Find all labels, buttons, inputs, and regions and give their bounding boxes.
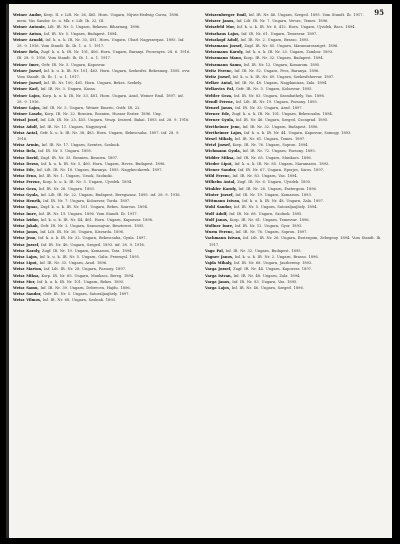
entry-details: Inf. IR. Nr. 33. Ungarn, Arad. 1896.: [39, 261, 108, 266]
entry-details: Inf. IR. Nr. 5. Ungarn, Budapest. 1894.: [43, 31, 118, 36]
entry-details: Inf. IR. Nr. 5. Ungarn, Weiner Emeric, Ostfr. IR. 22.: [42, 106, 141, 111]
entry-details: Inf. k. u. k. IR. Nr. 5, 460. Horn. Ungarn, Heves. Budapest. 1896.: [40, 161, 166, 166]
entry-name: Weiszl Josef,: [13, 118, 39, 123]
entry-details: Zugf. IR. Nr. 6. Ungarn, Ujvidek. 1895.: [237, 180, 312, 185]
entry-name: Weisz Geza,: [13, 186, 38, 191]
entry-name: Weiszenberger Emil,: [205, 13, 248, 17]
entry-details: Inf. Lilt. IR. Nr. 19. Ungarn, Pozsony. 1893.: [235, 99, 318, 104]
entry-name: Wiener Sandor,: [205, 168, 237, 173]
entry-name: Weiszkopf Adolf,: [205, 37, 239, 42]
entry-details: Inf. k. u. k. IR. Nr. 32. Ungarn, Bekescsaba, Gyula. 1897.: [38, 236, 147, 241]
entry-details: Korp. IR. Nr. 32. Ungarn, Budapest. 1894.: [243, 56, 324, 61]
entry-name: Weiszmann Karoly,: [205, 50, 244, 55]
entry-details: Korp. IR. Nr. 22. Bosnien, Bosnien, Huszar Eszter. 1896. Ung.: [44, 112, 162, 117]
list-entry: [13, 49, 191, 61]
entry-details: Inf. IR. Nr. 39. Ungarn, Debrecen, Hajdu. 1896.: [40, 285, 131, 290]
entry-name: Weiner Lajos,: [13, 106, 41, 111]
entry-details: Kerp. II. r. Lilt. Nr. 26, 465. Horn. Ungarn, Nijwis-Hedwig Corea, 1896. mem. Vas Sandor. Ie. u. Mk. r. Lilt. Ib. 22. III.: [17, 13, 180, 24]
entry-details: Inf. IR. Nr. 52. Ungarn, Pecs, Baranya. 1896.: [234, 68, 320, 73]
list-entry: [13, 117, 191, 123]
entry-details: Inf. IR. Nr. 100, 461. Horn. Ungarn, Bekes. Szekely.: [43, 81, 142, 86]
entry-details: Korp. IR. Nr. 76. Ungarn, Sopron. 1894.: [232, 143, 309, 148]
entry-name: Weisz Jakab,: [13, 223, 39, 228]
entry-name: Weisz Jozsef,: [13, 242, 40, 247]
entry-name: Weisz Izidor,: [13, 217, 40, 222]
entry-name: Weisz Marton,: [13, 267, 43, 272]
list-entry: [13, 68, 191, 80]
entry-details: Inf. Lilt. IR. Nr. 7. Ungarn, Versec, Temes. 1896.: [236, 19, 329, 24]
entry-details: Inf. IR. Nr. 68. Ungarn, Jaszbereny. 1893.: [233, 261, 313, 266]
entry-name: Weiszmann Samu,: [205, 62, 243, 67]
entry-name: Weisz Gyula,: [13, 192, 39, 197]
entry-details: Korp. k. u. k. IR. Nr. 5. Ungarn, Ujvidek. 1894.: [42, 180, 133, 185]
entry-details: Inf. k. u. k. IR. Nr. 23. Ungarn, Zombor. 1893.: [245, 50, 334, 55]
entry-name: Winkler Karoly,: [205, 186, 237, 191]
entry-name: Weisz Jeno,: [13, 236, 37, 241]
entry-name: Winter Jozsef,: [205, 192, 234, 197]
entry-details: Inf. IR. Nr. 32. Ungarn, Budapest. 1896.: [242, 124, 319, 129]
entry-name: Vachmann Istvan,: [205, 236, 242, 241]
entry-details: Inf. IR. Nr. 76. Ungarn, Sopron. 1897.: [235, 230, 308, 235]
list-entry: [13, 12, 191, 24]
entry-name: Weiner Bela,: [13, 50, 40, 55]
entry-details: Inf. IR. Nr. 46. Ungarn, Szeged. 1895. Vom Standt. Ib. 1917.: [248, 13, 364, 17]
entry-details: Inf. IR. Nr. 61. Ungarn, Temesvar. 1897.: [241, 31, 318, 36]
entry-name: Weisz Lipot,: [13, 261, 38, 266]
entry-details: Inf. IR. Nr. 19. Ungarn, Komarom. 1893.: [235, 192, 312, 197]
entry-name: Weiner Andor,: [13, 13, 43, 17]
list-entry: [13, 93, 191, 105]
entry-details: Inf. IR. Nr. 68. Ungarn, Szolnok. 1893.: [42, 298, 117, 303]
entry-name: Wetzl Jozsef,: [205, 143, 232, 148]
entry-name: Weisz Mor,: [13, 279, 36, 284]
entry-name: Weisz Vilmos,: [13, 298, 42, 303]
entry-details: Zugf. IR. Nr. 35. Bosnien, Bosnien. 1897.: [40, 155, 119, 160]
entry-details: Inf. IR. Nr. 19. Ungarn. 1896. Vom Standt. Ib. 1917.: [38, 211, 138, 216]
entry-name: Wendl Ferenc,: [205, 99, 235, 104]
entry-details: Gefr. k. u. k. IR. Nr. 38, 483. Horn. Ungarn, Bekescsaba. 1897. inf. 28. 9. 1916.: [17, 130, 180, 142]
entry-details: Zugf. k. u. k. IR. Nr. 101. Ungarn, Bekescsaba. 1894.: [231, 112, 333, 117]
entry-name: Vagner Janos,: [205, 254, 234, 259]
entry-name: Weiszmann Mano,: [205, 56, 243, 61]
entry-details: Inf. IR. Nr. 5. Ungarn. 1895.: [38, 149, 92, 154]
entry-name: Werner Ede,: [205, 112, 231, 117]
entry-name: Weisz Imre,: [13, 211, 38, 216]
entry-details: Inf. IR. Nr. 61. Ungarn, Temes. 1897.: [234, 137, 306, 142]
entry-details: Inf. IR. Nr. 12. Ungarn, Komarom. 1895.: [243, 62, 321, 67]
entry-details: Gefr. IR. Nr. 5. Ungarn, Kaposvar.: [41, 62, 106, 67]
entry-name: Widder Miksa,: [205, 155, 235, 160]
entry-details: Gefr. IR. Nr. 5. Ungarn, Satoraljaujhely. 1897.: [43, 292, 130, 297]
entry-name: Weiszmann Jozsef,: [205, 44, 243, 49]
entry-details: Inf. IR. Nr. 83. Ungarn, Vas. 1894.: [232, 174, 298, 179]
entry-name: Welkovics Pal,: [205, 87, 235, 92]
entry-name: Weisz Janos,: [13, 230, 39, 235]
entry-name: Weiszfeld Mor,: [205, 25, 236, 30]
list-entry: [13, 37, 191, 49]
entry-details: Inf. IR. Nr. 67. Ungarn, Eperjes, Saros. 1897.: [238, 168, 325, 173]
entry-details: Inf. IR. Nr. 83. Ungarn, Szombathely, Vas. 1896.: [233, 93, 325, 98]
entry-details: Inf. IR. Nr. 33. Ungarn, Arad. 1897.: [235, 106, 303, 111]
entry-name: Weiner Lajos,: [13, 93, 41, 98]
entry-name: Weiner Jozsef,: [13, 81, 43, 86]
entry-name: Weisz Samu,: [13, 285, 39, 290]
entry-details: Inf. k. u. k. IR. Nr. 101. Ungarn, Bekes. 1895.: [37, 279, 125, 284]
right-column: [205, 12, 383, 291]
entry-name: Varga Jozsef,: [205, 267, 232, 272]
entry-name: Wild Ferenc,: [205, 174, 231, 179]
entry-details: Korp. IR. Nr. 61. Ungarn, Temesvar. 1896.: [229, 217, 310, 222]
entry-details: Inf. IR. Nr. 2. Ungarn, Brasso. 1895.: [240, 37, 310, 42]
entry-name: Weisz Armin,: [13, 143, 40, 148]
entry-details: Inf. k. u. k. IR. Nr. 85. Ungarn, Maramaros. 1893.: [234, 161, 330, 166]
document-page: [6, 4, 392, 538]
entry-details: Zugf. IR. Nr. 19. Ungarn, Komarom, Tata. 1894.: [41, 248, 133, 253]
entry-details: Inf. IR. Nr. 68. Ungarn, Szolnok. 1895.: [229, 211, 303, 216]
entry-name: Weisz Ignac,: [13, 205, 39, 210]
entry-details: Inf. Lilt. IR. Nr. 22. Ungarn, Budapest, Beregszasz. 1895. inf. 28. 9. 1916.: [40, 192, 181, 197]
entry-name: Weiszer Janos,: [205, 19, 235, 24]
entry-details: Inf. IR. Nr. 3. Ungarn, Kassa.: [40, 87, 96, 92]
entry-details: Inf. k. u. k. IR. Nr. 2. Ungarn, Brasso. 1896.: [234, 254, 319, 259]
entry-details: Inf. IR. Nr. 32. Ungarn, Budapest. 1895.: [225, 248, 302, 253]
entry-name: Weiner Karl,: [13, 87, 39, 92]
entry-details: Inf. k. u. k. IR. Nr. 48. Ungarn, Zala. 1897.: [242, 199, 324, 204]
entry-name: Wesel Mihaly,: [205, 137, 234, 142]
entry-details: Korp. k. u. k. IR. Nr. 33, 481. Horn. Ungarn, Arad, Weiner Emil. 1897. inf. 28. 9. 1916.: [17, 93, 184, 104]
entry-name: Welker Antal,: [205, 81, 233, 86]
entry-details: Inf. IR. Nr. 5. Ungarn, Satoraljaujhely. 1894.: [233, 205, 318, 210]
entry-name: Weisz Antal,: [13, 130, 39, 135]
entry-details: Inf. IR. Nr. 1. Ungarn, Uzsok, Szolnoki.: [38, 174, 113, 179]
entry-name: Wurm Ferenc,: [205, 230, 234, 235]
entry-details: Inf. IR. Nr. 48. Ungarn, Zala. 1894.: [233, 273, 301, 278]
page-number: 95: [374, 8, 384, 17]
entry-name: Weiner Imre,: [13, 62, 40, 67]
entry-name: Weisz Sandor,: [13, 292, 42, 297]
entry-details: Inf. Lilt. IR. Nr. 25, 455. Ungarn, Veszp. Ieszerd. Babai. 1893. inf. 28. 9. 1916.: [40, 118, 190, 123]
entry-details: Gefr. IR. Nr. 2. Ungarn, Szamosujvar, Besztercei. 1895.: [40, 223, 145, 228]
entry-details: Inf. IR. Nr. 17. Ungarn, Szentes, Szolnok.: [41, 143, 120, 148]
entry-name: Varga Janos,: [205, 279, 231, 284]
entry-name: Wolf Adolf,: [205, 211, 228, 216]
entry-details: Inf. Lilt. IR. Nr. 18. Ungarn, Baranya. 1895. Nagybecskerek. 1897.: [36, 168, 163, 173]
entry-name: Wollner Imre,: [205, 223, 234, 228]
entry-name: Wohl Sandor,: [205, 205, 233, 210]
entry-name: Werner Gyula,: [205, 118, 235, 123]
entry-name: Wichmann Gyula,: [205, 149, 241, 154]
entry-details: Inf. IR. Nr. 26. Ungarn, Esztergom. 1896.: [238, 186, 317, 191]
entry-details: Inf. k. u. k. IR. Nr. 69. Ungarn, Szekesfehervar. 1897.: [232, 75, 335, 80]
entry-name: Wilhelm Antal,: [205, 180, 236, 185]
entry-name: Weisz David,: [13, 155, 39, 160]
list-entry: [13, 297, 191, 303]
entry-name: Weisz Ferenc,: [13, 180, 42, 185]
entry-details: Korp. IR. Nr. 65. Ungarn, Munkacs, Bereg. 1894.: [41, 273, 135, 278]
list-entry: [205, 235, 383, 247]
entry-details: Inf. k. u. k. IR. Nr. 44. Ungarn, Kaposvar, Somogy. 1893.: [244, 130, 352, 135]
entry-details: Inf. IR. Nr. 11. Ungarn, Nagyenyed.: [39, 124, 108, 129]
entry-details: Inf. IR. Nr. 12. Ungarn, Gyor. 1893.: [235, 223, 303, 228]
entry-name: Weiner Anton,: [13, 31, 43, 36]
entry-name: Weiner Laszlo,: [13, 112, 43, 117]
entry-details: Inf. k. u. k. IR. Nr. 33, 491. Horn. Ungarn, Ubarl Nagyszerpas. 1895. Inf. 28. 9. 1916. Vom Standt. Ib. Ib. 1. u. 1. 1917.: [17, 37, 185, 49]
entry-details: Lilt. IR. Nr. 5. Ungarn, Bekeser, Biharmeg. 1896.: [47, 25, 141, 30]
entry-details: Inf. IR. Nr. 46. Ungarn, Szeged. 1893. inf. 28. 9. 1916.: [41, 242, 145, 247]
entry-name: Wertheimer Jeno,: [205, 124, 241, 129]
entry-name: Wieder Lipot,: [205, 161, 233, 166]
list-entry: [13, 130, 191, 142]
entry-details: Inf. Lilt. IR. Nr. 26. Ungarn, Esztergom, Zebegeny. 1894. Vom Standt. Ib. 1917.: [209, 236, 382, 247]
entry-details: Zugf. IR. Nr. 85. Ungarn, Maramarossziget. 1896.: [244, 44, 339, 49]
entry-name: Weiner Arnold,: [13, 37, 44, 42]
entry-details: Inf. IR. Nr. 72. Ungarn, Pozsony. 1895.: [242, 149, 316, 154]
entry-name: Weisz Henrik,: [13, 199, 42, 204]
entry-name: Weitz Ferenc,: [205, 68, 233, 73]
entry-name: Weitz Jozsef,: [205, 75, 232, 80]
entry-details: Zugf. IR. Nr. 44. Ungarn, Kaposvar. 1897.: [233, 267, 313, 272]
entry-name: Wertheimer Lajos,: [205, 130, 243, 135]
entry-name: Weisz Dezso,: [13, 161, 40, 166]
entry-name: Weiszhaus Lajos,: [205, 31, 240, 36]
entry-details: Inf. IR. Nr. 83. Ungarn, Vas. 1895.: [232, 279, 298, 284]
entry-details: Inf. Lilt. IR. Nr. 26. Ungarn, Kisvarda. 1896.: [40, 230, 125, 235]
entry-name: Weisz Karoly,: [13, 248, 41, 253]
entry-name: Wenzel Janos,: [205, 106, 234, 111]
entry-name: Weiner Antonie,: [13, 25, 46, 30]
entry-details: Inf. IR. Nr. 26. Ungarn. 1893.: [38, 186, 95, 191]
entry-name: Weisz Adolf,: [13, 124, 38, 129]
left-column: [13, 12, 191, 304]
entry-details: Inf. IR. Nr. 48. Ungarn, Nagykanizsa, Zala. 1894.: [234, 81, 328, 86]
entry-details: Zugf. k. u. k. IR. Nr. 101, 406. Horn. Ungarn, Baranyi. Pecsenyes. 28. 6. 1916. IB. 28. 9. 1916. Vom Standt. Ib. Ib. 1. u. 1. 1917.: [17, 50, 191, 61]
entry-name: Vago Pal,: [205, 248, 224, 253]
entry-details: Inf. IR. Nr. 7. Ungarn, Kolozsvar, Torda. 1897.: [43, 199, 131, 204]
entry-details: Zugf. k. u. k. IR. Nr. 101. Ungarn, Bekes. Szarvas. 1894.: [40, 205, 148, 210]
entry-name: Weiner Jozsef,: [13, 68, 43, 73]
list-entry: [205, 285, 383, 291]
entry-name: Weisz Lajos,: [13, 254, 39, 259]
entry-name: Weisz Miksa,: [13, 273, 40, 278]
entry-details: Inf. k. u. k. IR. Nr. 101, 463. Horn. Ungarn, Szekesfei. Bekesmeg. 1895. ovw. Vom Standt. Ib. Ib. 1. u. 1. 1917.: [17, 68, 191, 80]
entry-details: Inf. k. u. k. IR. Nr. 44, 461. Horn. Ungarn, Kaposvar. 1898.: [40, 217, 154, 222]
entry-name: Weisz Erno,: [13, 174, 38, 179]
entry-name: Vajda Mihaly,: [205, 261, 233, 266]
entry-name: Weisz Bela,: [13, 149, 37, 154]
entry-details: Inf. IR. Nr. 65. Ungarn, Munkacs. 1896.: [236, 155, 312, 160]
entry-name: Varga Istvan,: [205, 273, 232, 278]
entry-name: Weltler Geza,: [205, 93, 233, 98]
entry-details: Inf. Lilt. IR. Nr. 28. Ungarn, Pozsony. 1897.: [44, 267, 127, 272]
entry-details: Inf. k. u. k. IR. Nr. 5. Ungarn, Galiz. Przemysl. 1895.: [39, 254, 140, 259]
entry-details: Inf. k. u. k. IR. Nr. 6, 412. Horn. Ungarn, Ujvidek, Bacs. 1894.: [236, 25, 356, 30]
entry-name: Wittmann Istvan,: [205, 199, 241, 204]
entry-details: Inf. IR. Nr. 46. Ungarn, Szeged, Csongrad. 1895.: [235, 118, 329, 123]
entry-name: Wolf Janos,: [205, 217, 229, 222]
entry-name: Weisz Ede,: [13, 168, 35, 173]
entry-details: Gefr. IR. Nr. 5. Ungarn, Kolozsvar. 1895.: [235, 87, 313, 92]
entry-name: Varga Lajos,: [205, 285, 231, 290]
entry-details: Inf. IR. Nr. 46. Ungarn, Szeged. 1896.: [231, 285, 304, 290]
